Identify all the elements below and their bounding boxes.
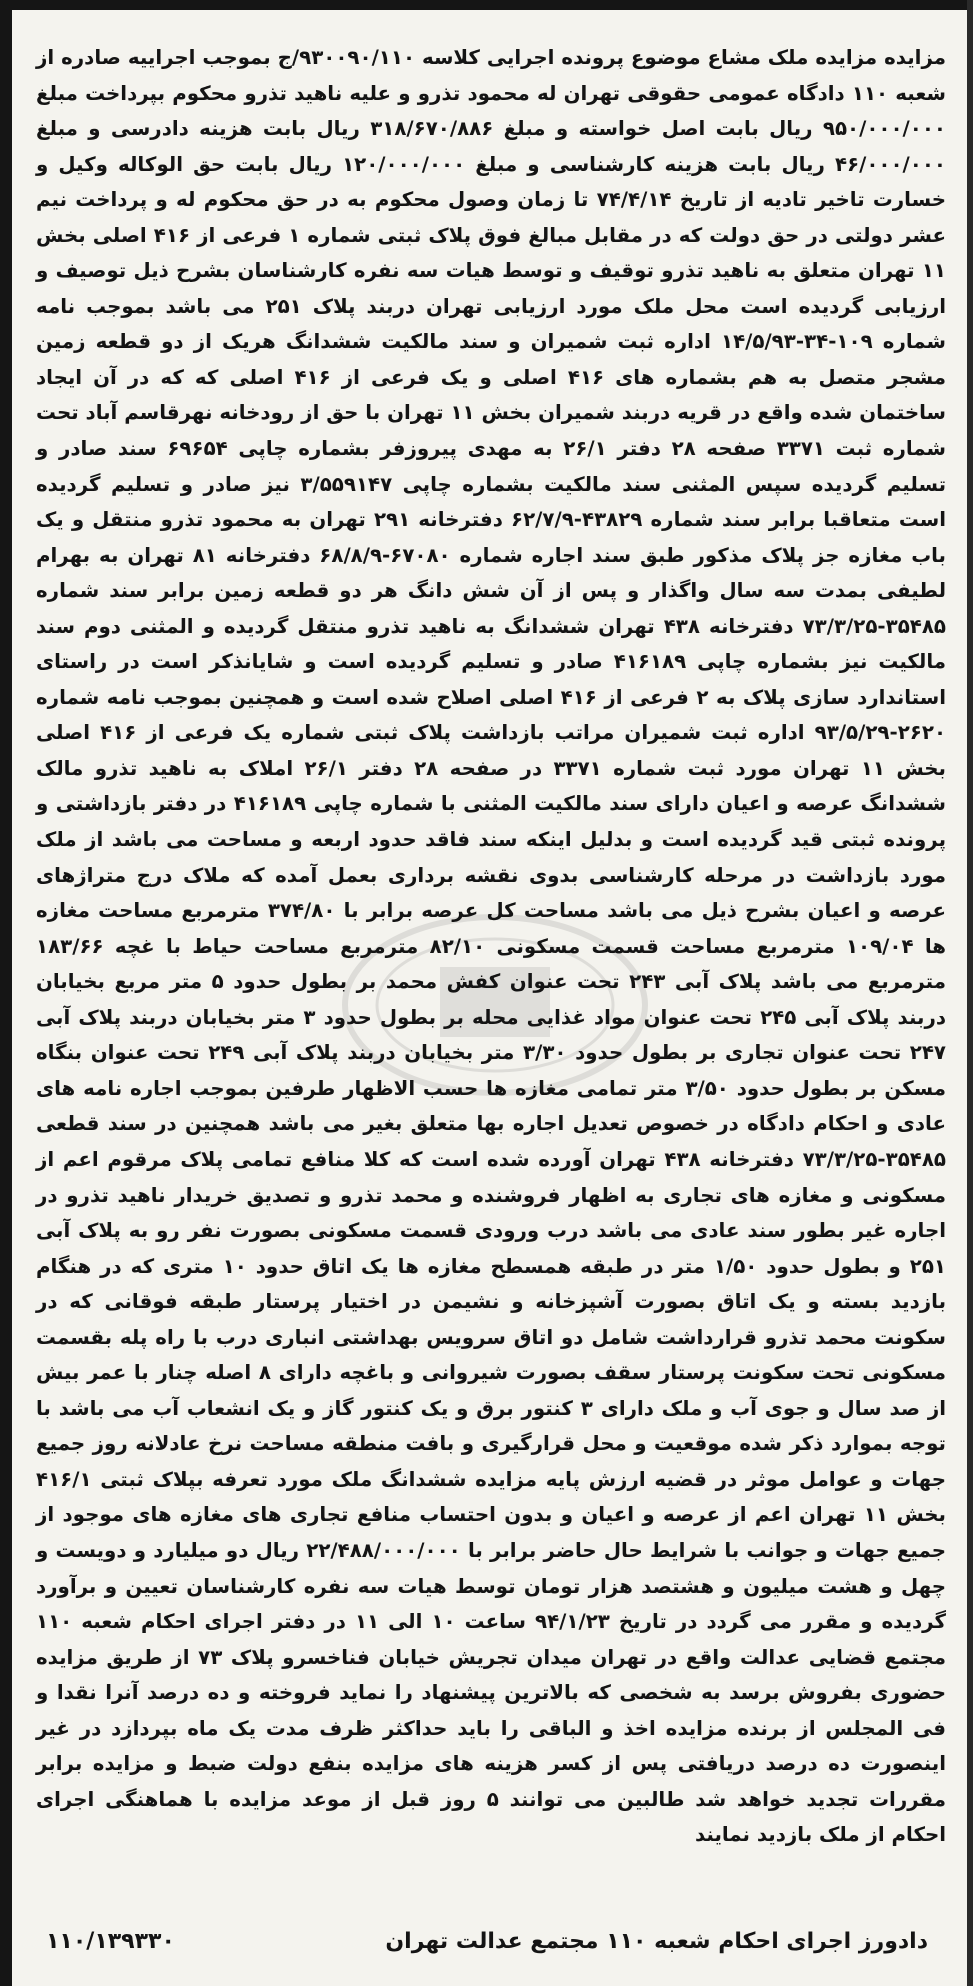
- scan-border-top: [0, 0, 973, 10]
- reference-number: ۱۱۰/۱۳۹۳۳۰: [46, 1929, 175, 1954]
- scan-border-right: [967, 0, 973, 1986]
- auction-notice-body: [36, 40, 946, 1880]
- notice-text: مزایده مزایده ملک مشاع موضوع پرونده اجرایی کلاسه ۹۳۰۰۹۰/۱۱۰/ج بموجب اجراییه صادره از شعبه ۱۱۰ دادگاه عمومی حقوقی تهران له محمود تذرو و علیه ناهید تذرو محکوم بپرداخت مبلغ ۹۵۰/۰۰۰/۰۰۰ ریال بابت اصل خواسته و مبلغ ۳۱۸/۶۷۰/۸۸۶ ریال بابت هزینه دادرسی و مبلغ ۴۶/۰۰۰/۰۰۰ ریال بابت هزینه کارشناسی و مبلغ ۱۲۰/۰۰۰/۰۰۰ ریال بابت حق الوکاله وکیل و خسارت تاخیر تادیه از تاریخ ۷۴/۴/۱۴ تا زمان وصول محکوم به در حق محکوم له و پرداخت نیم عشر دولتی در حق دولت که در مقابل مبالغ فوق پلاک ثبتی شماره ۱ فرعی از ۴۱۶ اصلی بخش ۱۱ تهران متعلق به ناهید تذرو توقیف و توسط هیات سه نفره کارشناسان بشرح ذیل توصیف و ارزیابی گردیده است محل ملک مورد ارزیابی تهران دربند پلاک ۲۵۱ می باشد بموجب نامه شماره ۱۰۹-۳۴-۱۴/۵/۹۳ اداره ثبت شمیران و سند مالکیت ششدانگ هریک از دو قطعه زمین مشجر متصل به هم بشماره های ۴۱۶ اصلی و یک فرعی از ۴۱۶ اصلی که که در آن ایجاد ساختمان شده واقع در قریه دربند شمیران بخش ۱۱ تهران با حق از رودخانه نهرقاسم آباد تحت شماره ثبت ۳۳۷۱ صفحه ۲۸ دفتر ۲۶/۱ به مهدی پیروزفر بشماره چاپی ۶۹۶۵۴ سند صادر و تسلیم گردیده سپس المثنی سند مالکیت بشماره چاپی ۳/۵۵۹۱۴۷ نیز صادر و تسلیم گردیده است متعاقبا برابر سند شماره ۴۳۸۲۹-۶۲/۷/۹ دفترخانه ۲۹۱ تهران به محمود تذرو منتقل و یک باب مغازه جز پلاک مذکور طبق سند اجاره شماره ۶۷۰۸۰-۶۸/۸/۹ دفترخانه ۸۱ تهران به بهرام لطیفی بمدت سه سال واگذار و پس از آن شش دانگ هر دو قطعه زمین برابر سند شماره ۳۵۴۸۵-۷۳/۳/۲۵ دفترخانه ۴۳۸ تهران ششدانگ به ناهید تذرو منتقل گردیده و المثنی دوم سند مالکیت نیز بشماره چاپی ۴۱۶۱۸۹ صادر و تسلیم گردیده است و شایانذکر است در راستای استاندارد سازی پلاک به ۲ فرعی از ۴۱۶ اصلی اصلاح شده است و همچنین بموجب نامه شماره ۲۶۲۰-۹۳/۵/۲۹ اداره ثبت شمیران مراتب بازداشت پلاک ثبتی شماره یک فرعی از ۴۱۶ اصلی بخش ۱۱ تهران مورد ثبت شماره ۳۳۷۱ در صفحه ۲۸ دفتر ۲۶/۱ املاک به ناهید تذرو مالک ششدانگ عرصه و اعیان دارای سند مالکیت المثنی با شماره چاپی ۴۱۶۱۸۹ در دفتر بازداشتی و پرونده ثبتی قید گردیده است و بدلیل اینکه سند فاقد حدود اربعه و مساحت می باشد از ملک مورد بازداشت در مرحله کارشناسی بدوی نقشه برداری بعمل آمده که ملاک درج متراژهای عرصه و اعیان بشرح ذیل می باشد مساحت کل عرصه برابر با ۳۷۴/۸۰ مترمربع مساحت مغازه ها ۱۰۹/۰۴ مترمربع مساحت قسمت مسکونی ۸۲/۱۰ مترمربع مساحت حیاط با غچه ۱۸۳/۶۶ مترمربع می باشد پلاک آبی ۲۴۳ تحت عنوان کفش محمد بر بطول حدود ۵ متر مربع بخیابان دربند پلاک آبی ۲۴۵ تحت عنوان مواد غذایی محله بر بطول حدود ۳ متر بخیابان دربند پلاک آبی ۲۴۷ تحت عنوان تجاری بر بطول حدود ۳/۳۰ متر بخیابان دربند پلاک آبی ۲۴۹ تحت عنوان بنگاه مسکن بر بطول حدود ۳/۵۰ متر تمامی مغازه ها حسب الاظهار طرفین بموجب اجاره نامه های عادی و احکام دادگاه در خصوص تعدیل اجاره بها متعلق بغیر می باشد همچنین در سند قطعی ۳۵۴۸۵-۷۳/۳/۲۵ دفترخانه ۴۳۸ تهران آورده شده است که کلا منافع تمامی پلاک مرقوم اعم از مسکونی و مغازه های تجاری به اظهار فروشنده و محمد تذرو و تصدیق خریدار ناهید تذرو در اجاره غیر بطور سند عادی می باشد درب ورودی قسمت مسکونی بصورت نفر رو به پلاک آبی ۲۵۱ و بطول حدود ۱/۵۰ متر در طبقه همسطح مغازه ها یک اتاق حدود ۱۰ متری که در هنگام بازدید بسته و یک اتاق بصورت آشپزخانه و نشیمن در اختیار پرستار طبقه فوقانی که در سکونت محمد تذرو قرارداشت شامل دو اتاق سرویس بهداشتی انباری درب با راه پله بقسمت مسکونی تحت سکونت پرستار سقف بصورت شیروانی و باغچه دارای ۸ اصله چنار با عمر بیش از صد سال و جوی آب و ملک دارای ۳ کنتور برق و یک کنتور گاز و یک انشعاب آب می باشد با توجه بموارد ذکر شده موقعیت و محل قرارگیری و بافت منطقه مساحت نرخ عادلانه روز جمیع جهات و عوامل موثر در قضیه ارزش پایه مزایده ششدانگ ملک مورد تعرفه بپلاک ثبتی ۴۱۶/۱ بخش ۱۱ تهران اعم از عرصه و اعیان و بدون احتساب منافع تجاری های مغازه های موجود از جمیع جهات و جوانب با شرایط حال حاضر برابر با ۲۲/۴۸۸/۰۰۰/۰۰۰ ریال دو میلیارد و دویست و چهل و هشت میلیون و هشتصد هزار تومان توسط هیات سه نفره کارشناسان تعیین و برآورد گردیده و مقرر می گردد در تاریخ ۹۴/۱/۲۳ ساعت ۱۰ الی ۱۱ در دفتر اجرای احکام شعبه ۱۱۰ مجتمع قضایی عدالت واقع در تهران میدان تجریش خیابان فناخسرو پلاک ۷۳ از طریق مزایده حضوری بفروش برسد به شخصی که بالاترین پیشنهاد را نماید فروخته و ده درصد آنرا نقدا و فی المجلس از برنده مزایده اخذ و الباقی را باید حداکثر ظرف مدت یک ماه بپردازد در غیر اینصورت ده درصد دریافتی پس از کسر هزینه های مزایده بنفع دولت ضبط و مزایده برابر مقررات تجدید خواهد شد طالبین می توانند ۵ روز قبل از موعد مزایده با هماهنگی اجرای احکام از ملک بازدید نمایند: [36, 46, 947, 1847]
- scan-border-left: [0, 0, 12, 1986]
- issuer-signature: دادورز اجرای احکام شعبه ۱۱۰ مجتمع عدالت تهران: [385, 1929, 928, 1954]
- notice-footer: [36, 1922, 946, 1962]
